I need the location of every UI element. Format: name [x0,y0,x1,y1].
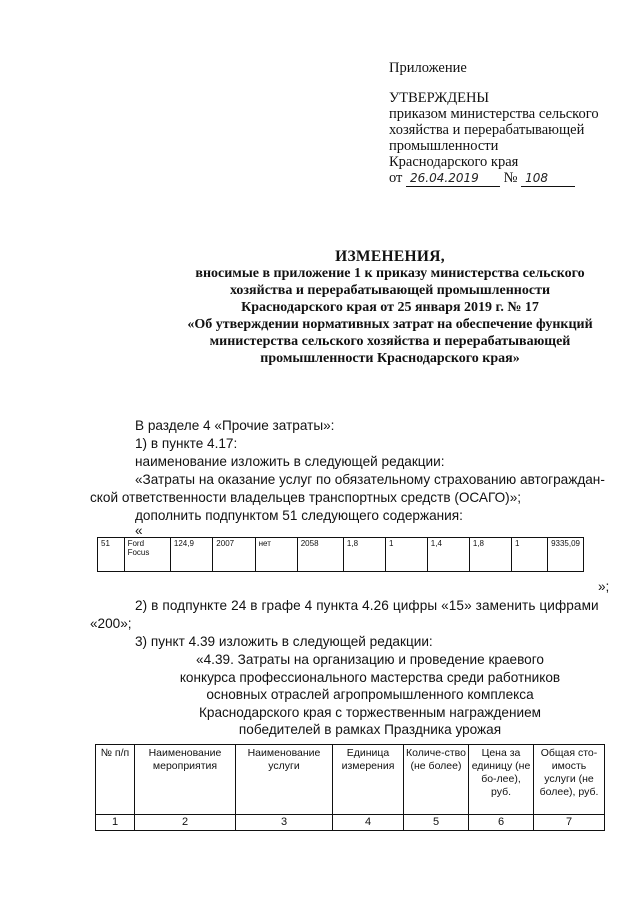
title-line: Краснодарского края от 25 января 2019 г. № 17 [241,300,539,315]
table-header-row [96,745,605,815]
approval-line: промышленности [389,138,499,154]
cost-table [95,744,605,831]
item-1-quote-1: «Затраты на оказание услуг по обязательному страхованию автограждан- [135,472,605,487]
document-title [130,248,639,367]
table-cell: 51 [98,538,125,572]
section-intro: В разделе 4 «Прочие затраты»: [135,418,335,433]
column-header: Наименование мероприятия [135,745,236,815]
table-cell: 2058 [297,538,343,572]
column-header: № п/п [96,745,135,815]
table-row [98,538,584,572]
item-3-title-line: основных отраслей агропромышленного комплекса [206,687,534,702]
table-cell: Ford Focus [124,538,170,572]
item-1-quote-2: ской ответственности владельцев транспортных средств (ОСАГО)»; [90,490,522,505]
table-cell: 1,4 [427,538,469,572]
table-cell: 2007 [213,538,255,572]
item-3-title-line: конкурса профессионального мастерства среди работников [179,669,561,685]
number-prefix: № [503,170,518,186]
title-line: вносимые в приложение 1 к приказу министерства сельского [195,266,585,281]
handwritten-number: 108 [521,170,575,187]
column-header: Наименование услуги [236,745,333,815]
table-cell: 1 [511,538,547,572]
approval-line: Краснодарского края [389,154,519,170]
item-2-line-2: «200»; [90,616,132,631]
open-quote: « [135,523,143,538]
column-header: Цена за единицу (не бо-лее), руб. [469,745,534,815]
item-1-line-1: наименование изложить в следующей редакции: [135,454,445,469]
table-row [96,815,605,831]
table-cell: нет [255,538,297,572]
item-3-title [100,651,639,739]
title-heading: ИЗМЕНЕНИЯ, [335,248,445,265]
approval-date-line [389,170,599,187]
title-line: министерства сельского хозяйства и перерабатывающей [209,334,571,349]
table-cell: 9335,09 [548,538,584,572]
column-number: 7 [534,815,605,831]
approval-block [389,60,599,187]
column-number: 6 [469,815,534,831]
item-3: 3) пункт 4.39 изложить в следующей редакции: [135,634,433,649]
item-1: 1) в пункте 4.17: [135,436,238,451]
approved-label: УТВЕРЖДЕНЫ [389,90,490,106]
column-number: 4 [333,815,404,831]
item-1-line-2: дополнить подпунктом 51 следующего содержания: [135,508,463,523]
title-line: «Об утверждении нормативных затрат на обеспечение функций [187,317,593,332]
column-number: 1 [96,815,135,831]
item-2-line-1: 2) в подпункте 24 в графе 4 пункта 4.26 цифры «15» заменить цифрами [135,598,599,613]
item-3-title-line: Краснодарского края с торжественным награждением [198,704,542,720]
table-cell: 124,9 [170,538,212,572]
column-header: Общая сто-имость услуги (не более), руб. [534,745,605,815]
handwritten-date: 26.04.2019 [406,170,500,187]
table-cell: 1 [385,538,427,572]
approval-line: хозяйства и перерабатывающей [389,122,585,138]
appendix-label: Приложение [389,60,467,76]
table-cell: 1,8 [343,538,385,572]
item-3-title-line: победителей в рамках Праздника урожая [238,722,502,737]
column-number: 2 [135,815,236,831]
date-prefix: от [389,170,403,186]
column-header: Единица измерения [333,745,404,815]
title-line: хозяйства и перерабатывающей промышленности [229,283,551,298]
table-cell: 1,8 [469,538,511,572]
close-quote: »; [598,579,610,594]
approval-line: приказом министерства сельского [389,106,599,122]
title-line: промышленности Краснодарского края» [260,351,520,366]
column-number: 3 [236,815,333,831]
vehicle-table [97,537,584,572]
column-number: 5 [404,815,469,831]
item-3-title-line: «4.39. Затраты на организацию и проведение краевого [196,652,544,667]
column-header: Количе-ство (не более) [404,745,469,815]
